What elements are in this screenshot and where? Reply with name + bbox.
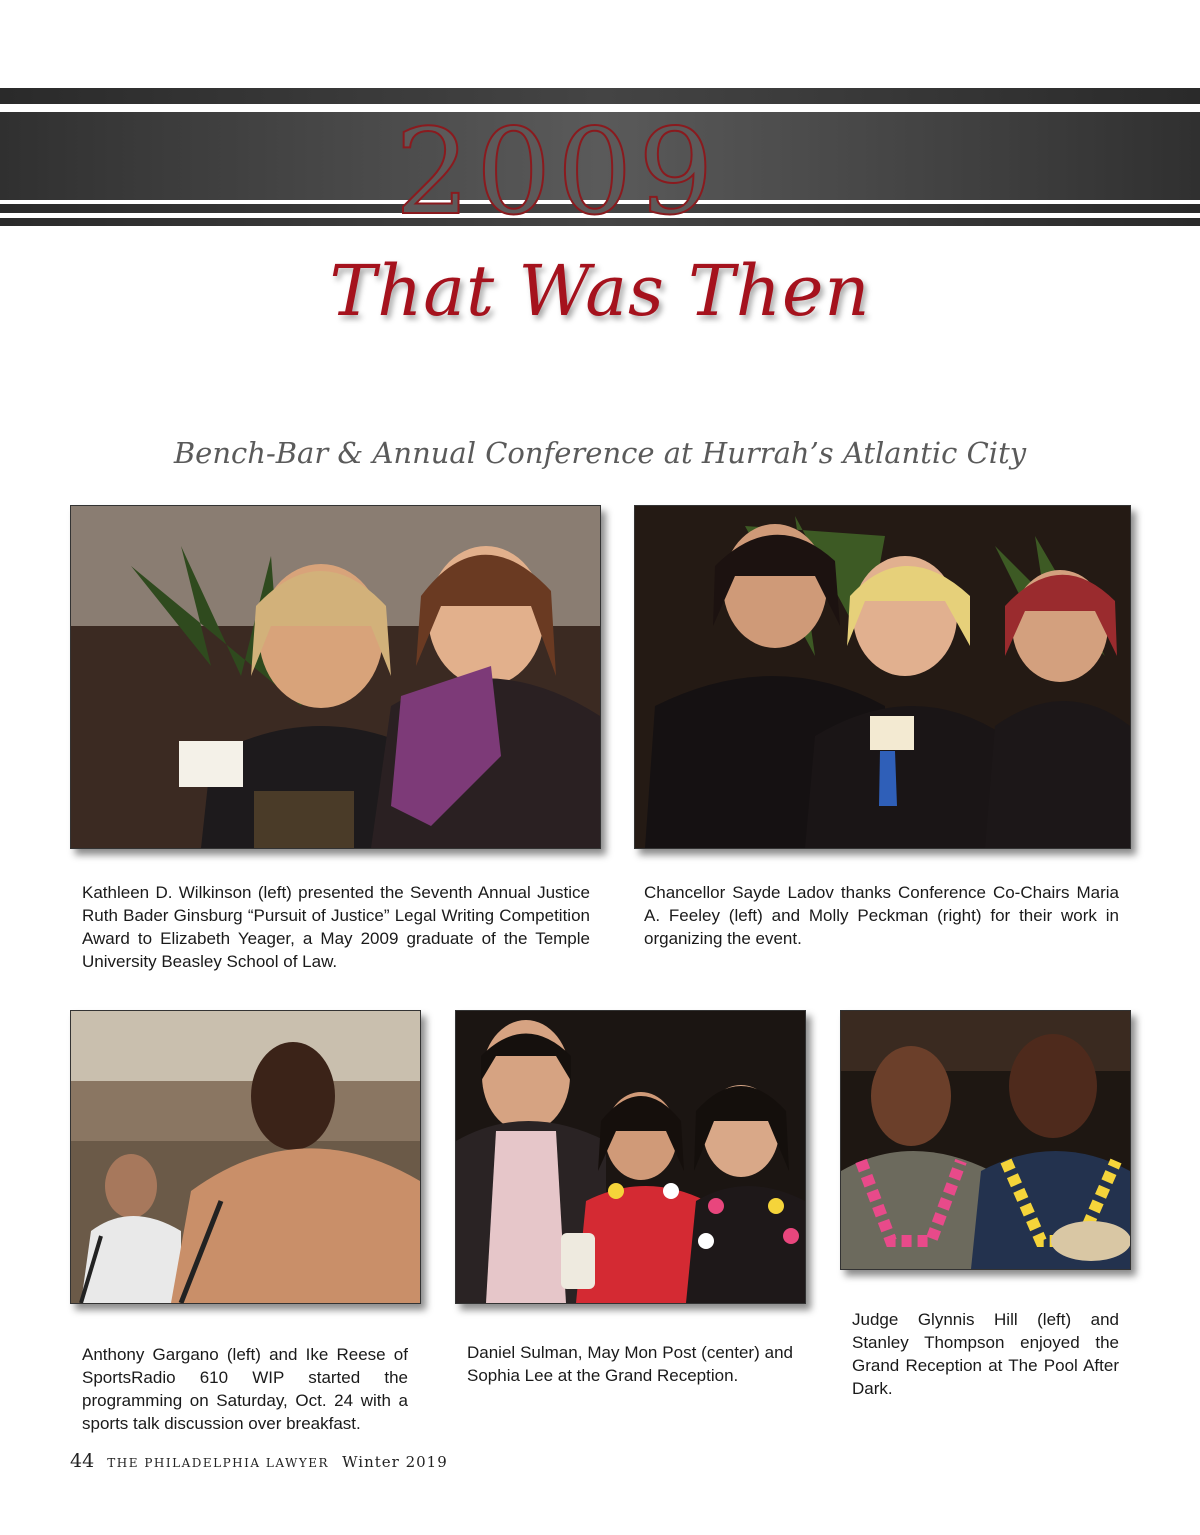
- photo-two-men-leis: [840, 1010, 1131, 1270]
- photo-man-two-women-leis: [455, 1010, 806, 1304]
- photo-two-women-award: [70, 505, 601, 849]
- photo-three-women: [634, 505, 1131, 849]
- photo-caption: Judge Glynnis Hill (left) and Stanley Thompson enjoyed the Grand Reception at The Pool After Dark.: [852, 1310, 1119, 1398]
- year-heading: 2009: [395, 103, 720, 241]
- page-subtitle: Bench-Bar & Annual Conference at Hurrah’s Atlantic City: [173, 436, 1027, 470]
- photo-caption: Chancellor Sayde Ladov thanks Conference Co-Chairs Maria A. Feeley (left) and Molly Peckman (right) for their work in organizing the event.: [644, 883, 1119, 948]
- photo-caption: Kathleen D. Wilkinson (left) presented the Seventh Annual Justice Ruth Bader Ginsburg “Pursuit of Justice” Legal Writing Competition Award to Elizabeth Yeager, a May 2009 graduate of the Temple University Beasley School of Law.: [82, 883, 590, 971]
- issue-date: Winter 2019: [342, 1453, 448, 1471]
- page-title: That Was Then: [329, 250, 871, 332]
- page-footer: [70, 1450, 448, 1472]
- magazine-name: THE PHILADELPHIA LAWYER: [107, 1456, 330, 1470]
- photo-two-men-microphones: [70, 1010, 421, 1304]
- photo-caption: Anthony Gargano (left) and Ike Reese of SportsRadio 610 WIP started the programming on Saturday, Oct. 24 with a sports talk discussion over breakfast.: [82, 1345, 408, 1433]
- photo-caption: Daniel Sulman, May Mon Post (center) and Sophia Lee at the Grand Reception.: [467, 1343, 793, 1385]
- page-number: 44: [70, 1450, 95, 1472]
